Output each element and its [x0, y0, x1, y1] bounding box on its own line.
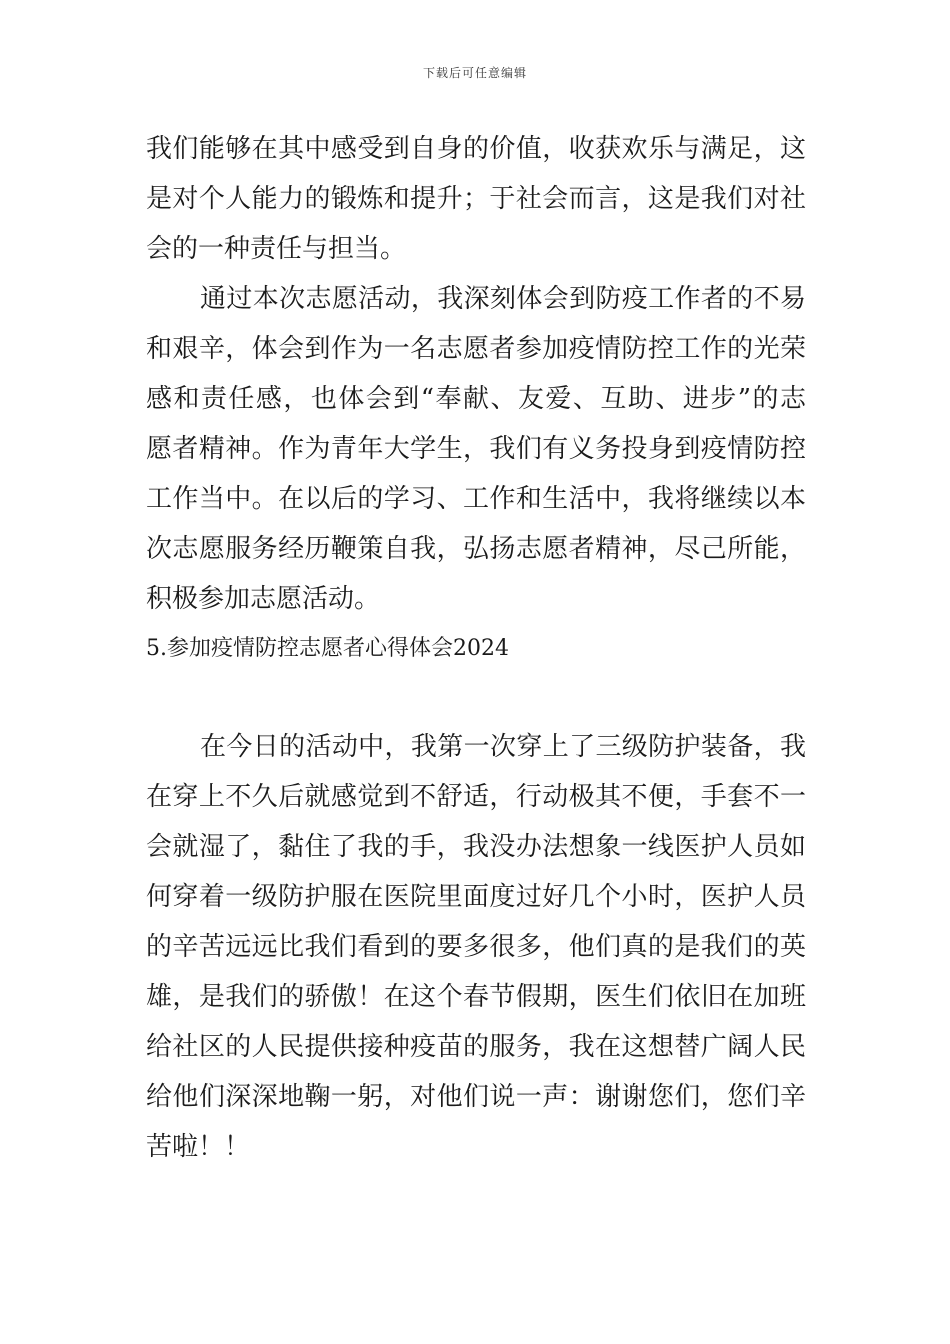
paragraph-line: 给他们深深地鞠一躬，对他们说一声：谢谢您们，您们辛: [146, 1082, 806, 1112]
paragraph-line: 在今日的活动中，我第一次穿上了三级防护装备，我: [200, 732, 806, 762]
paragraph-line: 是对个人能力的锻炼和提升；于社会而言，这是我们对社: [146, 184, 806, 214]
paragraph-line: 工作当中。在以后的学习、工作和生活中，我将继续以本: [146, 484, 806, 514]
paragraph-line: 和艰辛，体会到作为一名志愿者参加疫情防控工作的光荣: [146, 334, 806, 364]
paragraph-line: 苦啦！！: [146, 1132, 251, 1162]
paragraph-line: 会就湿了，黏住了我的手，我没办法想象一线医护人员如: [146, 832, 806, 862]
paragraph-line: 积极参加志愿活动。: [146, 584, 381, 614]
paragraph-line: 次志愿服务经历鞭策自我，弘扬志愿者精神，尽己所能，: [146, 534, 806, 564]
document-body: [146, 124, 806, 1172]
paragraph-line: 我们能够在其中感受到自身的价值，收获欢乐与满足，这: [146, 134, 806, 164]
paragraph-line: 感和责任感，也体会到“奉献、友爱、互助、进步”的志: [146, 384, 806, 414]
paragraph-line: 愿者精神。作为青年大学生，我们有义务投身到疫情防控: [146, 434, 806, 464]
paragraph-line: 的辛苦远远比我们看到的要多很多，他们真的是我们的英: [146, 932, 806, 962]
paragraph-3: [146, 722, 806, 1172]
paragraph-2: [146, 274, 806, 624]
paragraph-line: 在穿上不久后就感觉到不舒适，行动极其不便，手套不一: [146, 782, 806, 812]
paragraph-line: 通过本次志愿活动，我深刻体会到防疫工作者的不易: [200, 284, 806, 314]
section-heading: 5.参加疫情防控志愿者心得体会2024: [146, 636, 509, 661]
blank-line: [146, 674, 806, 722]
paragraph-1: [146, 124, 806, 274]
paragraph-line: 雄，是我们的骄傲！在这个春节假期，医生们依旧在加班: [146, 982, 806, 1012]
page-header: 下载后可任意编辑: [422, 66, 527, 80]
paragraph-line: 会的一种责任与担当。: [146, 234, 407, 264]
paragraph-line: 给社区的人民提供接种疫苗的服务，我在这想替广阔人民: [146, 1032, 806, 1062]
paragraph-line: 何穿着一级防护服在医院里面度过好几个小时，医护人员: [146, 882, 806, 912]
